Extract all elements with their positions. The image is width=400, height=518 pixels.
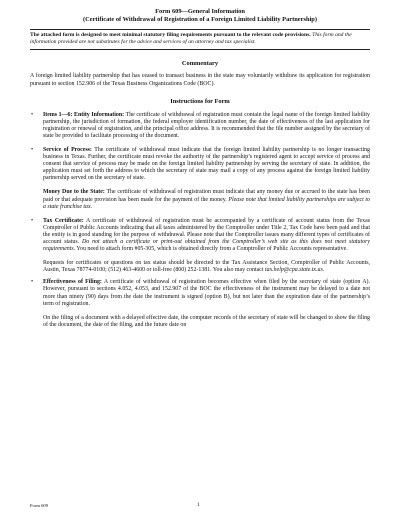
delayed-effective-paragraph: On the filing of a document with a delayed effective date, the computer records of the secretary of state will be changed to show the filing of the document, the date of the filing, and the future date on xyxy=(43,314,370,328)
money-due-label: Money Due to the State: xyxy=(43,189,105,196)
footer-form-label: Form 609 xyxy=(30,503,48,508)
tax-certificate-label: Tax Certificate: xyxy=(43,217,84,224)
page-number: 1 xyxy=(197,502,200,508)
instructions-list-3 xyxy=(30,279,370,307)
bullet-icon: • xyxy=(31,279,34,286)
email-link[interactable]: tax.help@cpa.state.tx.us xyxy=(264,267,323,274)
item-label: Items 1—6: Entity Information: xyxy=(43,111,125,118)
tax-certificate-italic: Do not attach a certificate or print-out obtained from the Comptroller’s web site as this does not meet statutory requirements. xyxy=(43,239,370,253)
instructions-list-2 xyxy=(30,218,370,253)
disclaimer-notice xyxy=(30,29,370,50)
form-title-line2: (Certificate of Withdrawal of Registration of a Foreign Limited Liability Partnership) xyxy=(83,16,317,24)
form-title-line1: Form 609—General Information xyxy=(155,8,245,15)
effectiveness-text: A certificate of withdrawal of registration becomes effective when filed by the secretary of state (option A). However, pursuant to sections 4.052, 4.053, and 152.907 of the BOC the effectiveness of the instrument may be delayed to a date not more than ninety (90) days from the date the instrument is signed (option B), but not later than the expiration date of the partnership’s term of registration. xyxy=(43,279,370,307)
disclaimer-italic: This form and the information provided are not substitutes for the advice and services of an attorney and tax specialist. xyxy=(30,32,352,46)
item-text: The certificate of withdrawal must indicate that the foreign limited liability partnership is no longer transacting business in Texas. Further, the certificate must revoke the authority of the partnership’s registered agent to accept service of process and consent that service of process may be made on the foreign limited liability partnership by serving the secretary of state. In addition, the application must set forth the address to which the secretary of state may mail a copy of any process against the foreign limited liability partnership served on the secretary of state. xyxy=(43,146,370,182)
effectiveness-label: Effectiveness of Filing: xyxy=(43,279,102,286)
list-item xyxy=(30,147,370,182)
tax-certificate-text: A certificate of withdrawal of registration must be accompanied by a certificate of account status from the Texas Comptroller of Public Accounts indicating that all taxes administered by the Comptroller under Title 2, Tax Code have been paid and that the entity is in good standing for the purpose of withdrawal. Please note that the Comptroller issues many different types of certificates of account status. xyxy=(43,217,370,245)
bullet-icon: • xyxy=(31,146,34,153)
money-due-paragraph xyxy=(30,189,370,210)
item-label: Service of Process: xyxy=(43,146,92,153)
instructions-heading: Instructions for Form xyxy=(170,97,230,105)
requests-end: . xyxy=(322,267,325,274)
money-due-italic: Please note that limited liability partnerships are subject to a state franchise tax. xyxy=(43,196,370,210)
disclaimer-bold: The attached form is designed to meet minimal statutory filing requirements pursuant to the relevant code provisions. xyxy=(30,32,311,39)
instructions-list xyxy=(30,112,370,183)
commentary-text: A foreign limited liability partnership that has ceased to transact business in the state may voluntarily withdraw its application for registration pursuant to section 152.906 of the Texas Business Organizations Code (BOC). xyxy=(30,73,370,87)
list-item xyxy=(30,218,370,253)
item-text: The certificate of withdrawal of registration must contain the legal name of the foreign limited liability partnership, the jurisdiction of formation, the federal employer identification number, the date of effectiveness of the last application for registration or renewal of registration, and the principal office address. It is recommended that the file number assigned by the secretary of state be provided to facilitate processing of the document. xyxy=(43,111,370,139)
requests-paragraph xyxy=(30,260,370,274)
bullet-icon: • xyxy=(31,217,34,224)
bullet-icon: • xyxy=(31,111,34,118)
commentary-heading: Commentary xyxy=(181,60,219,68)
requests-text: Requests for certificates or questions on tax status should be directed to the Tax Assistance Section, Comptroller of Public Accounts, Austin, Texas 78774-0100; (512) 463-4600 or toll-free (800) 252-1381. You also may contact xyxy=(43,260,370,274)
form-title xyxy=(30,8,370,24)
list-item xyxy=(30,279,370,307)
tax-certificate-text-2: You need to attach form #05-305, which is obtained directly from a Comptroller of Public Accounts representative. xyxy=(75,246,348,253)
document-page xyxy=(30,8,370,329)
list-item xyxy=(30,112,370,140)
money-due-text: The certificate of withdrawal of registration must indicate that any money due or accrued to the state has been paid or that adequate provision has been made for the payment of the money. xyxy=(43,189,370,203)
